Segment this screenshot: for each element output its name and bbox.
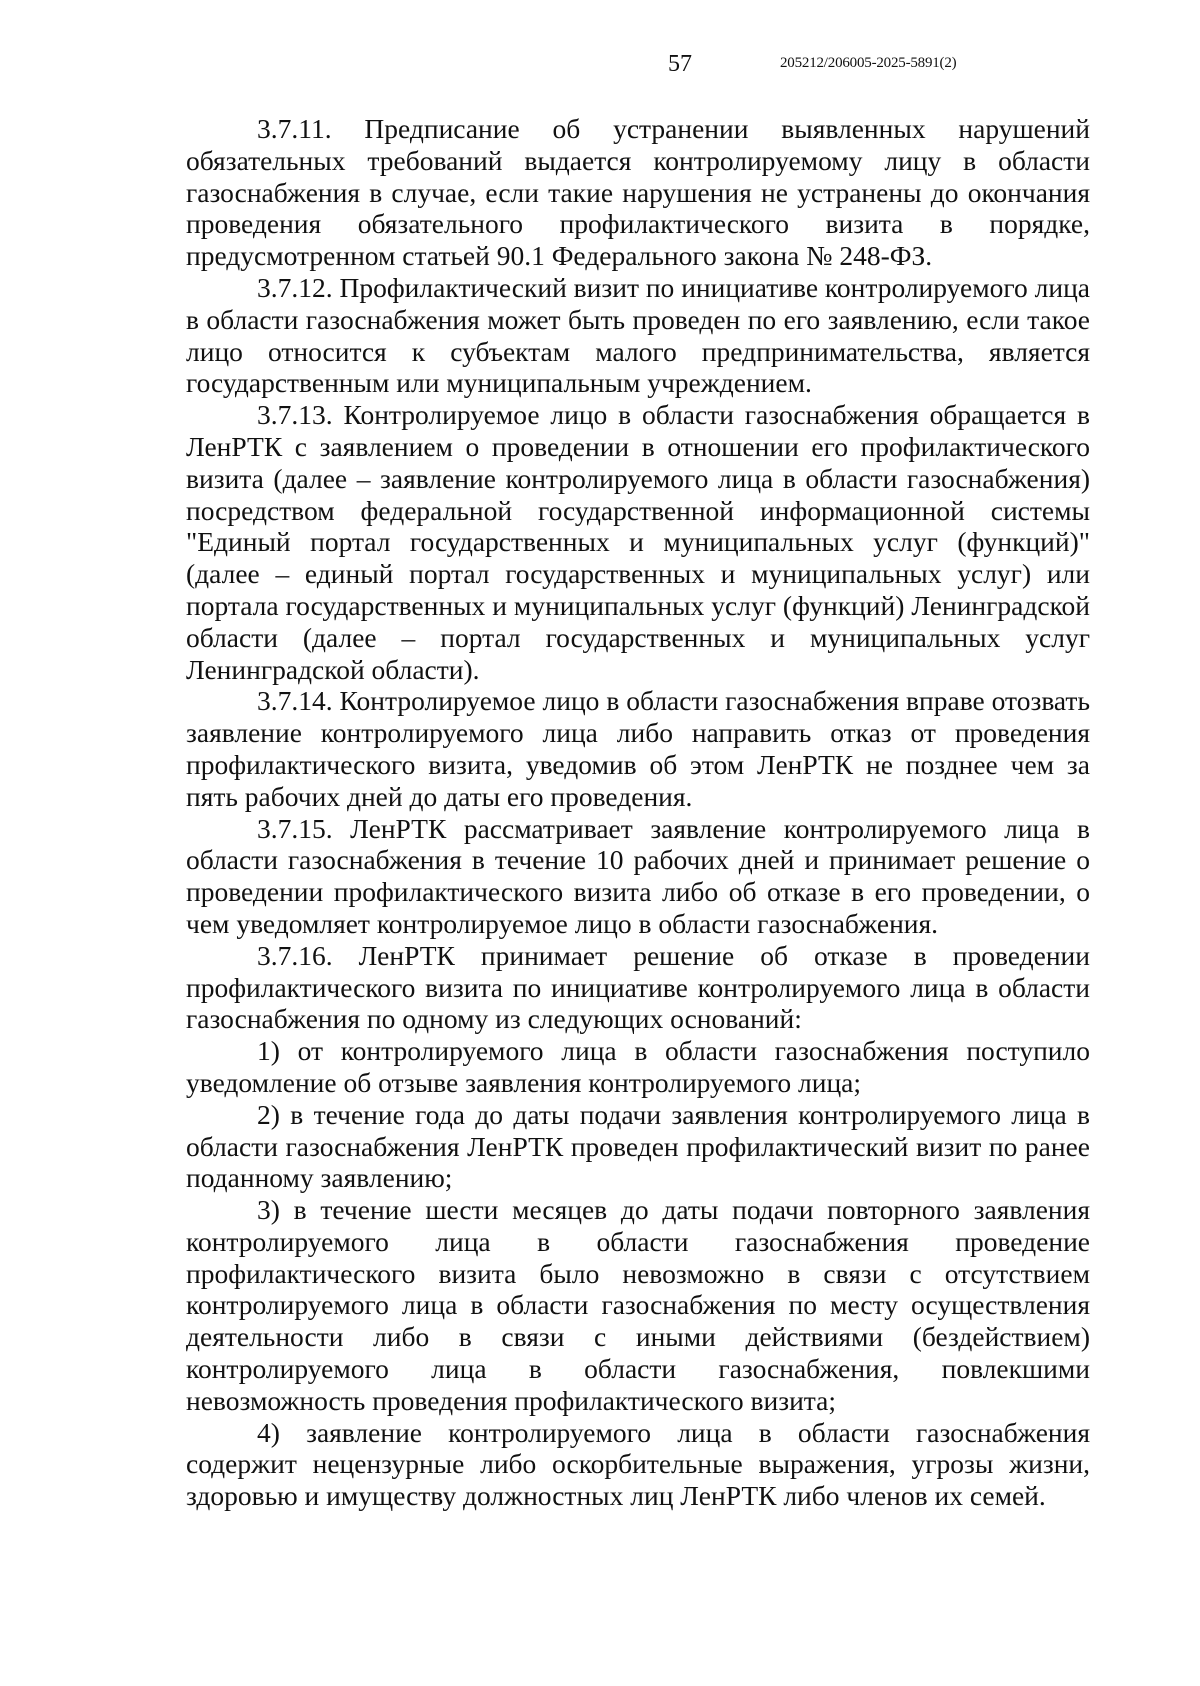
list-item-3: 3) в течение шести месяцев до даты подачи повторного заявления контролируемого лица в области газоснабжения проведение профилактического визита было невозможно в связи с отсутствием контролируемого лица в области газоснабжения по месту осуществления деятельности либо в связи с иными действиями (бездействием) контролируемого лица в области газоснабжения, повлекшими невозможность проведения профилактического визита; <box>186 1194 1090 1416</box>
paragraph-3-7-15: 3.7.15. ЛенРТК рассматривает заявление контролируемого лица в области газоснабжения в течение 10 рабочих дней и принимает решение о проведении профилактического визита либо об отказе в его проведении, о чем уведомляет контролируемое лицо в области газоснабжения. <box>186 812 1090 939</box>
paragraph-3-7-12: 3.7.12. Профилактический визит по инициативе контролируемого лица в области газоснабжения может быть проведен по его заявлению, если такое лицо относится к субъектам малого предпринимательства, является государственным или муниципальным учреждением. <box>186 271 1090 399</box>
document-body <box>186 113 1090 1512</box>
paragraph-3-7-16: 3.7.16. ЛенРТК принимает решение об отказе в проведении профилактического визита по инициативе контролируемого лица в области газоснабжения по одному из следующих оснований: <box>186 939 1090 1035</box>
paragraph-3-7-13: 3.7.13. Контролируемое лицо в области газоснабжения обращается в ЛенРТК с заявлением о проведении в отношении его профилактического визита (далее – заявление контролируемого лица в области газоснабжения) посредством федеральной государственной информационной системы "Единый портал государственных и муниципальных услуг (функций)" (далее – единый портал государственных и муниципальных услуг) или портала государственных и муниципальных услуг (функций) Ленинградской области (далее – портал государственных и муниципальных услуг Ленинградской области). <box>186 399 1090 685</box>
paragraph-3-7-11: 3.7.11. Предписание об устранении выявленных нарушений обязательных требований выдается контролируемому лицу в области газоснабжения в случае, если такие нарушения не устранены до окончания проведения обязательного профилактического визита в порядке, предусмотренном статьей 90.1 Федерального закона № 248-ФЗ. <box>186 113 1090 272</box>
list-item-2: 2) в течение года до даты подачи заявления контролируемого лица в области газоснабжения ЛенРТК проведен профилактический визит по ранее поданному заявлению; <box>186 1098 1090 1194</box>
page-number: 57 <box>668 51 692 77</box>
list-item-1: 1) от контролируемого лица в области газоснабжения поступило уведомление об отзыве заявления контролируемого лица; <box>186 1035 1090 1098</box>
list-item-4: 4) заявление контролируемого лица в области газоснабжения содержит нецензурные либо оскорбительные выражения, угрозы жизни, здоровью и имуществу должностных лиц ЛенРТК либо членов их семей. <box>186 1416 1090 1512</box>
document-id: 205212/206005-2025-5891(2) <box>780 55 957 71</box>
paragraph-3-7-14: 3.7.14. Контролируемое лицо в области газоснабжения вправе отозвать заявление контролируемого лица либо направить отказ от проведения профилактического визита, уведомив об этом ЛенРТК не позднее чем за пять рабочих дней до даты его проведения. <box>186 685 1090 812</box>
